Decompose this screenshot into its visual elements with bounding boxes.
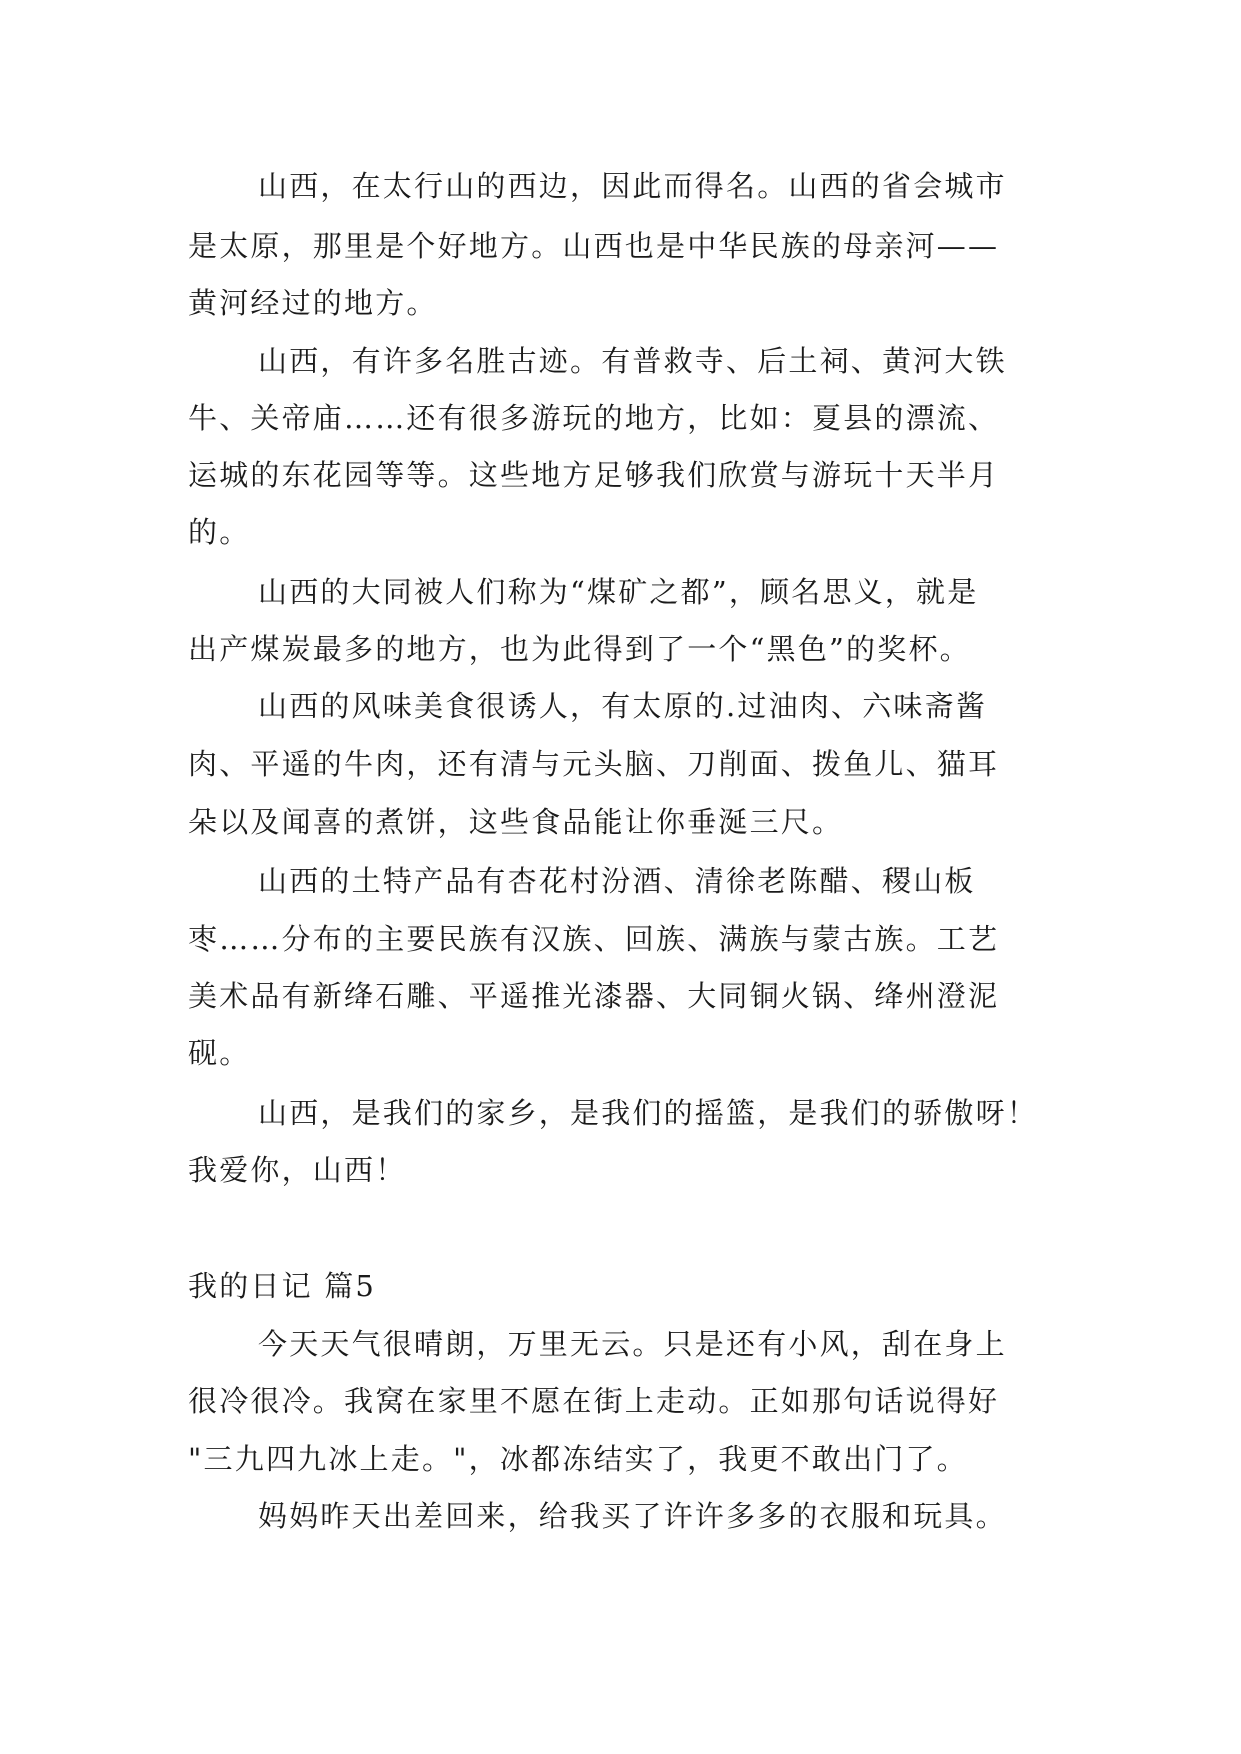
paragraph-line: 运城的东花园等等。这些地方足够我们欣赏与游玩十天半月 [188, 458, 1000, 492]
paragraph-line: 黄河经过的地方。 [188, 286, 438, 320]
paragraph-line: 很冷很冷。我窝在家里不愿在街上走动。正如那句话说得好 [188, 1384, 1000, 1418]
paragraph-line: 山西，在太行山的西边，因此而得名。山西的省会城市 [258, 169, 1007, 203]
paragraph-line: 山西，是我们的家乡，是我们的摇篮，是我们的骄傲呀！ [258, 1096, 1039, 1130]
paragraph-line: 是太原，那里是个好地方。山西也是中华民族的母亲河—— [188, 229, 1000, 263]
paragraph-line: 枣……分布的主要民族有汉族、回族、满族与蒙古族。工艺 [188, 922, 1000, 956]
paragraph-line: 山西，有许多名胜古迹。有普救寺、后土祠、黄河大铁 [258, 344, 1007, 378]
paragraph-line: 今天天气很晴朗，万里无云。只是还有小风，刮在身上 [258, 1327, 1007, 1361]
paragraph-line: 妈妈昨天出差回来，给我买了许许多多的衣服和玩具。 [258, 1499, 1007, 1533]
paragraph-line: 朵以及闻喜的煮饼，这些食品能让你垂涎三尺。 [188, 805, 844, 839]
paragraph-line: 砚。 [188, 1036, 251, 1070]
paragraph-line: 的。 [188, 515, 251, 549]
paragraph-line: 山西的风味美食很诱人，有太原的.过油肉、六味斋酱 [258, 689, 988, 723]
section-heading: 我的日记 篇5 [188, 1269, 377, 1303]
paragraph-line: 出产煤炭最多的地方，也为此得到了一个“黑色”的奖杯。 [188, 632, 971, 666]
paragraph-line: 山西的大同被人们称为“煤矿之都”，顾名思义，就是 [258, 575, 979, 609]
paragraph-line: 美术品有新绛石雕、平遥推光漆器、大同铜火锅、绛州澄泥 [188, 979, 1000, 1013]
paragraph-line: 牛、关帝庙……还有很多游玩的地方，比如：夏县的漂流、 [188, 401, 1000, 435]
paragraph-line: "三九四九冰上走。"，冰都冻结实了，我更不敢出门了。 [188, 1442, 968, 1476]
paragraph-line: 山西的土特产品有杏花村汾酒、清徐老陈醋、稷山板 [258, 864, 976, 898]
paragraph-line: 我爱你，山西！ [188, 1153, 407, 1187]
paragraph-line: 肉、平遥的牛肉，还有清与元头脑、刀削面、拨鱼儿、猫耳 [188, 747, 1000, 781]
